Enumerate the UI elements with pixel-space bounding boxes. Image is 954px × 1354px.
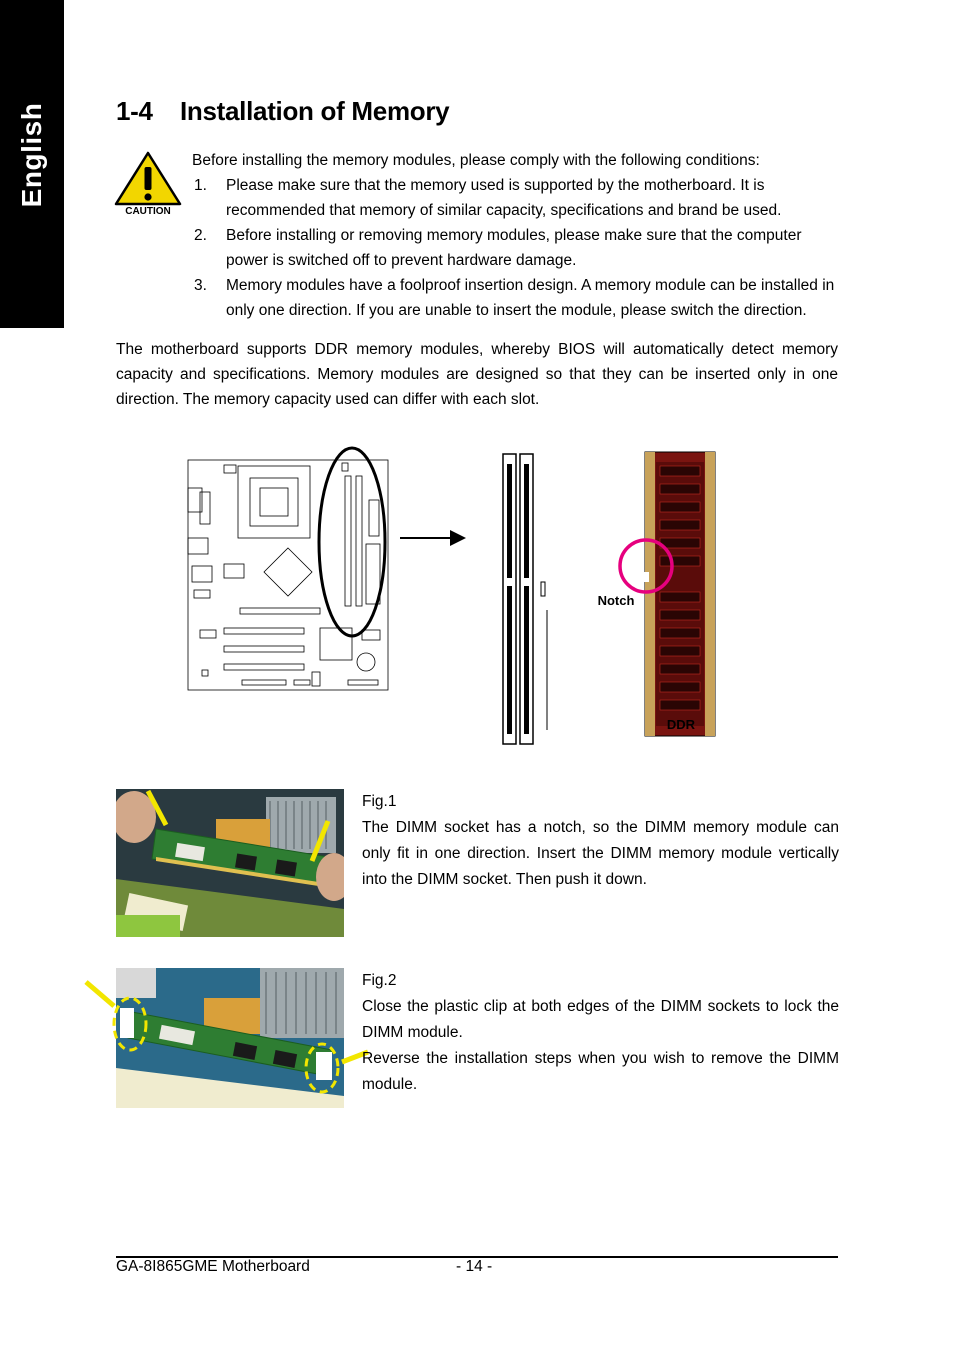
fig1-photo: [116, 789, 344, 937]
list-item-text: Memory modules have a foolproof insertion design. A memory module can be installed in only one direction. If you are unable to insert the module, please switch the direction.: [226, 277, 835, 319]
fig1-text: The DIMM socket has a notch, so the DIMM memory module can only fit in one direction. Insert the DIMM memory module vertically into the DIMM socket. Then push it down.: [362, 819, 839, 888]
list-item: [192, 223, 840, 273]
pointer-arrow: [400, 530, 466, 546]
section-title: [116, 96, 449, 127]
body-paragraph: The motherboard supports DDR memory modules, whereby BIOS will automatically detect memory capacity and specifications. Memory modules are designed so that they can be inserted only in one direction. The memory capacity used can differ with each slot.: [116, 341, 838, 408]
fig1-description: [362, 789, 839, 893]
list-item-text: Before installing or removing memory modules, please make sure that the computer power is switched off to prevent hardware damage.: [226, 227, 802, 269]
fig2-caption: Fig.2: [362, 972, 397, 989]
list-item: [192, 273, 840, 323]
fig2-description: [362, 968, 839, 1098]
caution-conditions: [192, 148, 840, 323]
fig2-text-lock: Close the plastic clip at both edges of the DIMM sockets to lock the DIMM module.: [362, 998, 839, 1041]
fig2-text-remove: Reverse the installation steps when you wish to remove the DIMM module.: [362, 1050, 839, 1093]
caution-intro: Before installing the memory modules, please comply with the following conditions:: [192, 152, 760, 169]
section-number: 1-4: [116, 96, 153, 126]
list-item: [192, 173, 840, 223]
language-tab: [0, 0, 64, 328]
caution-label: CAUTION: [125, 206, 171, 217]
list-item-number: 1.: [194, 177, 207, 194]
memory-diagram: [180, 440, 740, 750]
section-title-text: Installation of Memory: [180, 96, 450, 126]
fig1-caption: Fig.1: [362, 793, 397, 810]
language-tab-label: English: [16, 102, 47, 208]
list-item-number: 2.: [194, 227, 207, 244]
dimm-sockets: [503, 454, 547, 744]
condition-list: [192, 173, 840, 323]
caution-icon: [113, 150, 183, 218]
ddr-label: DDR: [666, 717, 696, 732]
list-item-number: 3.: [194, 277, 207, 294]
dimm-highlight-ellipse: [319, 448, 385, 636]
motherboard-layout: [188, 460, 388, 690]
fig2-photo: [84, 968, 374, 1110]
notch-label: Notch: [597, 593, 635, 608]
footer-model: GA-8I865GME Motherboard: [116, 1258, 310, 1275]
list-item-text: Please make sure that the memory used is supported by the motherboard. It is recommended that memory of similar capacity, specifications and brand be used.: [226, 177, 782, 219]
page-number: - 14 -: [456, 1258, 493, 1275]
